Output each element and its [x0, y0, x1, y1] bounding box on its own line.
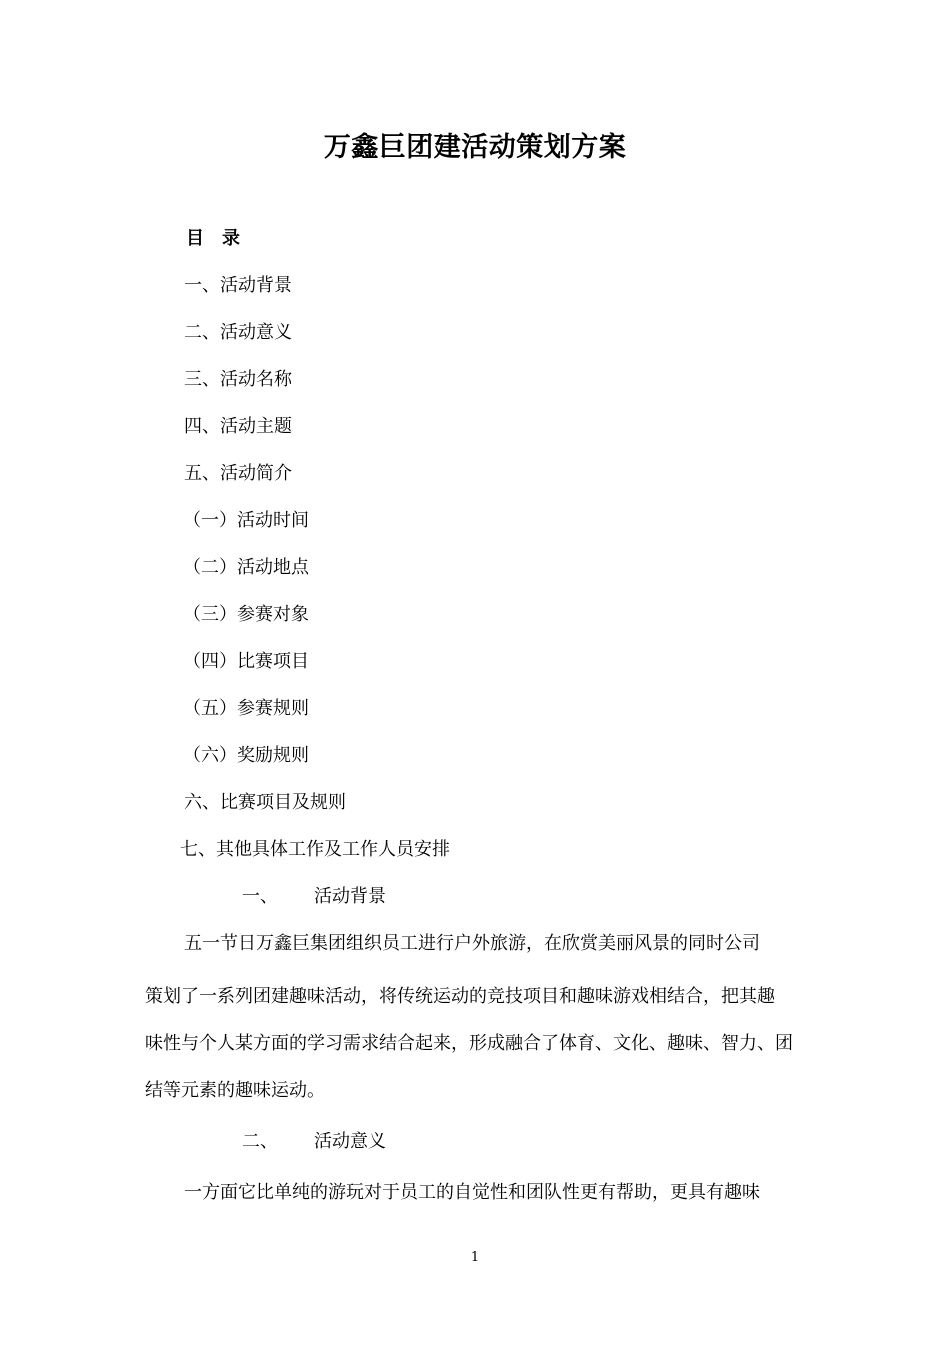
page-number: 1 — [470, 1250, 480, 1265]
toc-item: 二、活动意义 — [184, 322, 292, 343]
section-number: 二、 — [242, 1131, 278, 1152]
toc-subitem: （六）奖励规则 — [183, 745, 309, 766]
document-title: 万鑫巨团建活动策划方案 — [323, 132, 627, 163]
paragraph-line: 结等元素的趣味运动。 — [145, 1080, 325, 1101]
toc-item: 六、比赛项目及规则 — [184, 792, 346, 813]
toc-item: 三、活动名称 — [184, 369, 292, 390]
toc-heading-char-1: 目 — [186, 228, 206, 249]
toc-item: 五、活动简介 — [184, 463, 292, 484]
section-number: 一、 — [242, 886, 278, 907]
toc-subitem: （二）活动地点 — [183, 557, 309, 578]
toc-subitem: （五）参赛规则 — [183, 698, 309, 719]
paragraph-line: 味性与个人某方面的学习需求结合起来，形成融合了体育、文化、趣味、智力、团 — [145, 1033, 793, 1054]
toc-subitem: （一）活动时间 — [183, 510, 309, 531]
toc-heading-char-2: 录 — [222, 228, 242, 249]
toc-item: 七、其他具体工作及工作人员安排 — [180, 839, 450, 860]
toc-heading — [186, 226, 242, 252]
paragraph-line: 五一节日万鑫巨集团组织员工进行户外旅游，在欣赏美丽风景的同时公司 — [184, 933, 760, 954]
paragraph-line: 一方面它比单纯的游玩对于员工的自觉性和团队性更有帮助，更具有趣味 — [184, 1182, 760, 1203]
toc-item: 一、活动背景 — [184, 275, 292, 296]
toc-subitem: （四）比赛项目 — [183, 651, 309, 672]
toc-item: 四、活动主题 — [184, 416, 292, 437]
section-heading-background — [242, 884, 386, 910]
section-title: 活动意义 — [314, 1131, 386, 1152]
section-heading-significance — [242, 1129, 386, 1155]
paragraph-line: 策划了一系列团建趣味活动，将传统运动的竞技项目和趣味游戏相结合，把其趣 — [145, 986, 775, 1007]
section-title: 活动背景 — [314, 886, 386, 907]
toc-subitem: （三）参赛对象 — [183, 604, 309, 625]
